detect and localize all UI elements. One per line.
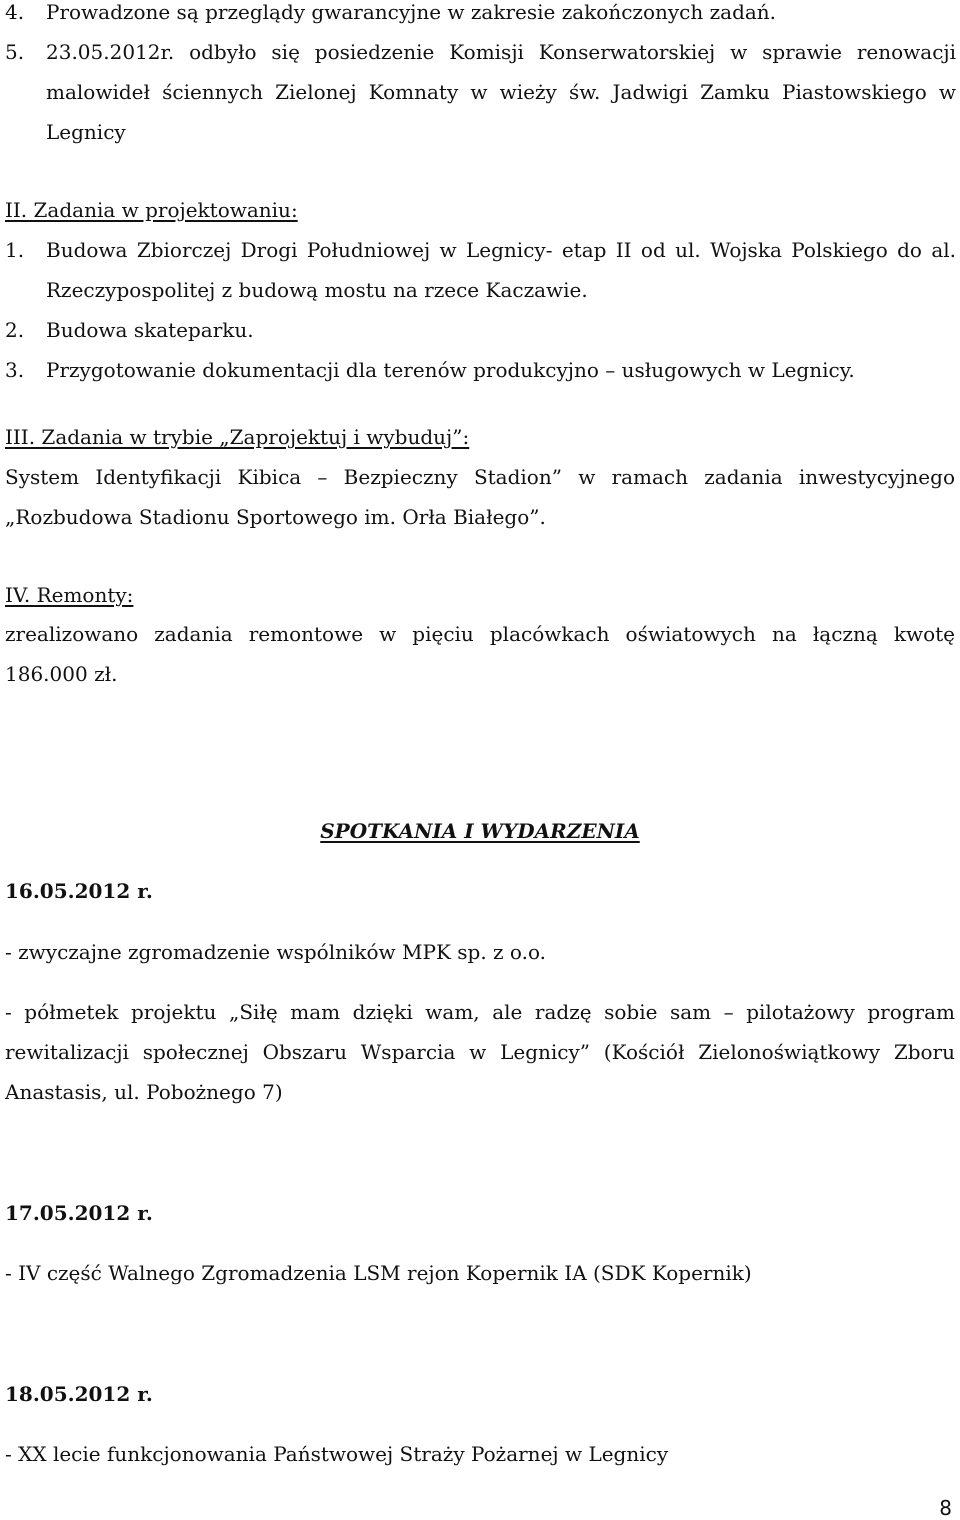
list-number: 1. <box>5 238 25 262</box>
paragraph-line: „Rozbudowa Stadionu Sportowego im. Orła Białego”. <box>5 505 546 529</box>
event-entry: Anastasis, ul. Pobożnego 7) <box>5 1080 283 1104</box>
event-entry: - półmetek projektu „Siłę mam dzięki wam, ale radzę sobie sam – pilotażowy program <box>5 1000 955 1024</box>
event-entry: rewitalizacji społecznej Obszaru Wsparcia w Legnicy” (Kościół Zielonoświątkowy Zboru <box>5 1040 955 1064</box>
event-entry: - IV część Walnego Zgromadzenia LSM rejon Kopernik IA (SDK Kopernik) <box>5 1261 752 1285</box>
section-heading: IV. Remonty: <box>5 583 134 607</box>
section-heading: II. Zadania w projektowaniu: <box>5 198 298 222</box>
event-date: 18.05.2012 r. <box>5 1382 153 1406</box>
list-item-text: malowideł ściennych Zielonej Komnaty w wieży św. Jadwigi Zamku Piastowskiego w <box>46 80 956 104</box>
event-date: 16.05.2012 r. <box>5 879 153 903</box>
list-item-text: 23.05.2012r. odbyło się posiedzenie Komisji Konserwatorskiej w sprawie renowacji <box>46 40 956 64</box>
event-entry: - zwyczajne zgromadzenie wspólników MPK sp. z o.o. <box>5 940 547 964</box>
paragraph-line: System Identyfikacji Kibica – Bezpieczny Stadion” w ramach zadania inwestycyjnego <box>5 465 955 489</box>
event-entry: - XX lecie funkcjonowania Państwowej Straży Pożarnej w Legnicy <box>5 1442 669 1466</box>
list-item-text: Rzeczypospolitej z budową mostu na rzece Kaczawie. <box>46 278 588 302</box>
list-item-text: Przygotowanie dokumentacji dla terenów produkcyjno – usługowych w Legnicy. <box>46 358 855 382</box>
list-item-text: Budowa skateparku. <box>46 318 254 342</box>
list-item-text: Prowadzone są przeglądy gwarancyjne w zakresie zakończonych zadań. <box>46 0 777 24</box>
paragraph-line: zrealizowano zadania remontowe w pięciu placówkach oświatowych na łączną kwotę <box>5 622 955 646</box>
list-number: 5. <box>5 40 25 64</box>
list-number: 3. <box>5 358 25 382</box>
paragraph-line: 186.000 zł. <box>5 662 118 686</box>
page-number: 8 <box>939 1496 952 1520</box>
list-number: 2. <box>5 318 25 342</box>
event-date: 17.05.2012 r. <box>5 1201 153 1225</box>
events-title: SPOTKANIA I WYDARZENIA <box>320 819 640 843</box>
list-item-text: Budowa Zbiorczej Drogi Południowej w Legnicy- etap II od ul. Wojska Polskiego do al. <box>46 238 956 262</box>
section-heading: III. Zadania w trybie „Zaprojektuj i wybuduj”: <box>5 425 470 449</box>
list-item-text: Legnicy <box>46 120 126 144</box>
list-number: 4. <box>5 0 25 24</box>
